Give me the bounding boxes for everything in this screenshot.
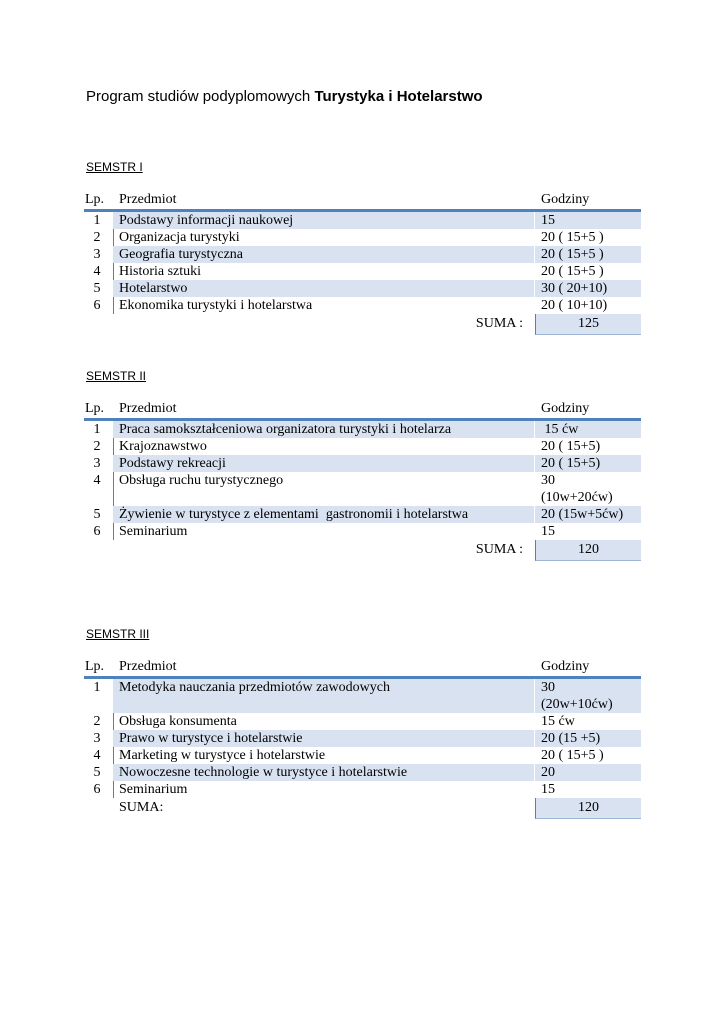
- table-body: [84, 212, 641, 314]
- table-row: [84, 781, 641, 798]
- row-hours: 15: [541, 524, 555, 539]
- table-row: [84, 246, 641, 263]
- row-subject: Ekonomika turystyki i hotelarstwa: [119, 298, 313, 313]
- row-hours: 20 ( 15+5 ): [541, 748, 604, 763]
- table-row: [84, 679, 641, 713]
- row-subject: Nowoczesne technologie w turystyce i hotelarstwie: [119, 765, 408, 780]
- row-subject: Historia sztuki: [119, 264, 202, 279]
- row-lp: 1: [93, 680, 101, 695]
- col-subject-header: Przedmiot: [119, 401, 177, 416]
- sum-cell: [535, 314, 641, 335]
- row-hours: 20 ( 15+5): [541, 439, 601, 454]
- table-row: [84, 764, 641, 781]
- row-lp: 3: [93, 731, 101, 746]
- row-lp: 3: [93, 247, 101, 262]
- sum-label: SUMA:: [119, 800, 164, 815]
- row-lp: 2: [93, 230, 101, 245]
- semester-3-table: [84, 658, 641, 818]
- row-hours: 20 ( 10+10): [541, 298, 608, 313]
- row-hours: 15: [541, 782, 555, 797]
- row-hours: 20 (15 +5): [541, 731, 601, 746]
- row-subject: Seminarium: [119, 524, 188, 539]
- row-lp: 3: [93, 456, 101, 471]
- table-row: [84, 713, 641, 730]
- sum-value: 120: [578, 800, 599, 815]
- sum-row: [84, 798, 641, 818]
- row-hours: 15: [541, 213, 555, 228]
- row-hours: 20 ( 15+5 ): [541, 264, 604, 279]
- semester-3-heading: SEMSTR III: [86, 627, 150, 641]
- table-row: [84, 280, 641, 297]
- table-body: [84, 421, 641, 540]
- sum-cell: [535, 540, 641, 561]
- row-hours: 20 (15w+5ćw): [541, 507, 624, 522]
- row-subject: Podstawy rekreacji: [119, 456, 226, 471]
- row-subject: Marketing w turystyce i hotelarstwie: [119, 748, 326, 763]
- row-subject: Obsługa ruchu turystycznego: [119, 473, 284, 488]
- table-row: [84, 263, 641, 280]
- row-hours: 15 ćw: [541, 422, 579, 437]
- row-hours: 15 ćw: [541, 714, 575, 729]
- table-row: [84, 438, 641, 455]
- sum-label: SUMA :: [475, 316, 523, 331]
- table-row: [84, 747, 641, 764]
- sum-value: 120: [578, 542, 599, 557]
- col-hours-header: Godziny: [541, 192, 590, 207]
- table-body: [84, 679, 641, 798]
- row-lp: 4: [93, 748, 101, 763]
- row-lp: 1: [93, 213, 101, 228]
- row-hours-line2: (10w+20ćw): [541, 490, 613, 505]
- semester-2-table: [84, 400, 641, 560]
- sum-row: [84, 314, 641, 334]
- title-normal: Program studiów podyplomowych: [86, 88, 315, 105]
- row-lp: 4: [93, 473, 101, 488]
- col-hours-header: Godziny: [541, 659, 590, 674]
- row-subject: Hotelarstwo: [119, 281, 188, 296]
- row-hours: 30: [541, 680, 555, 695]
- row-hours: 20 ( 15+5 ): [541, 230, 604, 245]
- row-hours-line2: (20w+10ćw): [541, 697, 613, 712]
- col-lp-header: Lp.: [85, 192, 105, 207]
- row-subject: Krajoznawstwo: [119, 439, 207, 454]
- table-row: [84, 229, 641, 246]
- sum-cell: [535, 798, 641, 819]
- row-lp: 5: [93, 765, 101, 780]
- table-row: [84, 212, 641, 229]
- col-hours-header: Godziny: [541, 401, 590, 416]
- row-hours: 20 ( 15+5): [541, 456, 601, 471]
- row-lp: 6: [93, 782, 101, 797]
- row-hours: 20 ( 15+5 ): [541, 247, 604, 262]
- row-subject: Obsługa konsumenta: [119, 714, 237, 729]
- table-header: [84, 191, 641, 209]
- row-subject: Metodyka nauczania przedmiotów zawodowych: [119, 680, 390, 695]
- page-title: [86, 88, 483, 105]
- col-lp-header: Lp.: [85, 401, 105, 416]
- table-row: [84, 523, 641, 540]
- semester-2-heading: SEMSTR II: [86, 369, 147, 383]
- semester-1-table: [84, 191, 641, 334]
- table-row: [84, 421, 641, 438]
- table-row: [84, 472, 641, 506]
- row-subject: Prawo w turystyce i hotelarstwie: [119, 731, 303, 746]
- row-subject: Organizacja turystyki: [119, 230, 240, 245]
- row-subject: Żywienie w turystyce z elementami gastronomii i hotelarstwa: [119, 507, 469, 522]
- row-hours: 20: [541, 765, 555, 780]
- row-hours: 30: [541, 473, 555, 488]
- row-lp: 2: [93, 439, 101, 454]
- table-row: [84, 455, 641, 472]
- table-row: [84, 297, 641, 314]
- col-subject-header: Przedmiot: [119, 659, 177, 674]
- row-subject: Podstawy informacji naukowej: [119, 213, 294, 228]
- row-lp: 5: [93, 281, 101, 296]
- row-lp: 2: [93, 714, 101, 729]
- row-subject: Praca samokształceniowa organizatora turystyki i hotelarza: [119, 422, 452, 437]
- row-lp: 1: [93, 422, 101, 437]
- row-lp: 4: [93, 264, 101, 279]
- table-header: [84, 400, 641, 418]
- row-lp: 5: [93, 507, 101, 522]
- table-row: [84, 730, 641, 747]
- row-hours: 30 ( 20+10): [541, 281, 608, 296]
- sum-label: SUMA :: [475, 542, 523, 557]
- col-lp-header: Lp.: [85, 659, 105, 674]
- table-row: [84, 506, 641, 523]
- sum-value: 125: [578, 316, 599, 331]
- row-lp: 6: [93, 524, 101, 539]
- table-header: [84, 658, 641, 676]
- sum-row: [84, 540, 641, 560]
- col-subject-header: Przedmiot: [119, 192, 177, 207]
- row-subject: Geografia turystyczna: [119, 247, 243, 262]
- row-subject: Seminarium: [119, 782, 188, 797]
- semester-1-heading: SEMSTR I: [86, 160, 143, 174]
- row-lp: 6: [93, 298, 101, 313]
- title-bold: Turystyka i Hotelarstwo: [314, 88, 483, 105]
